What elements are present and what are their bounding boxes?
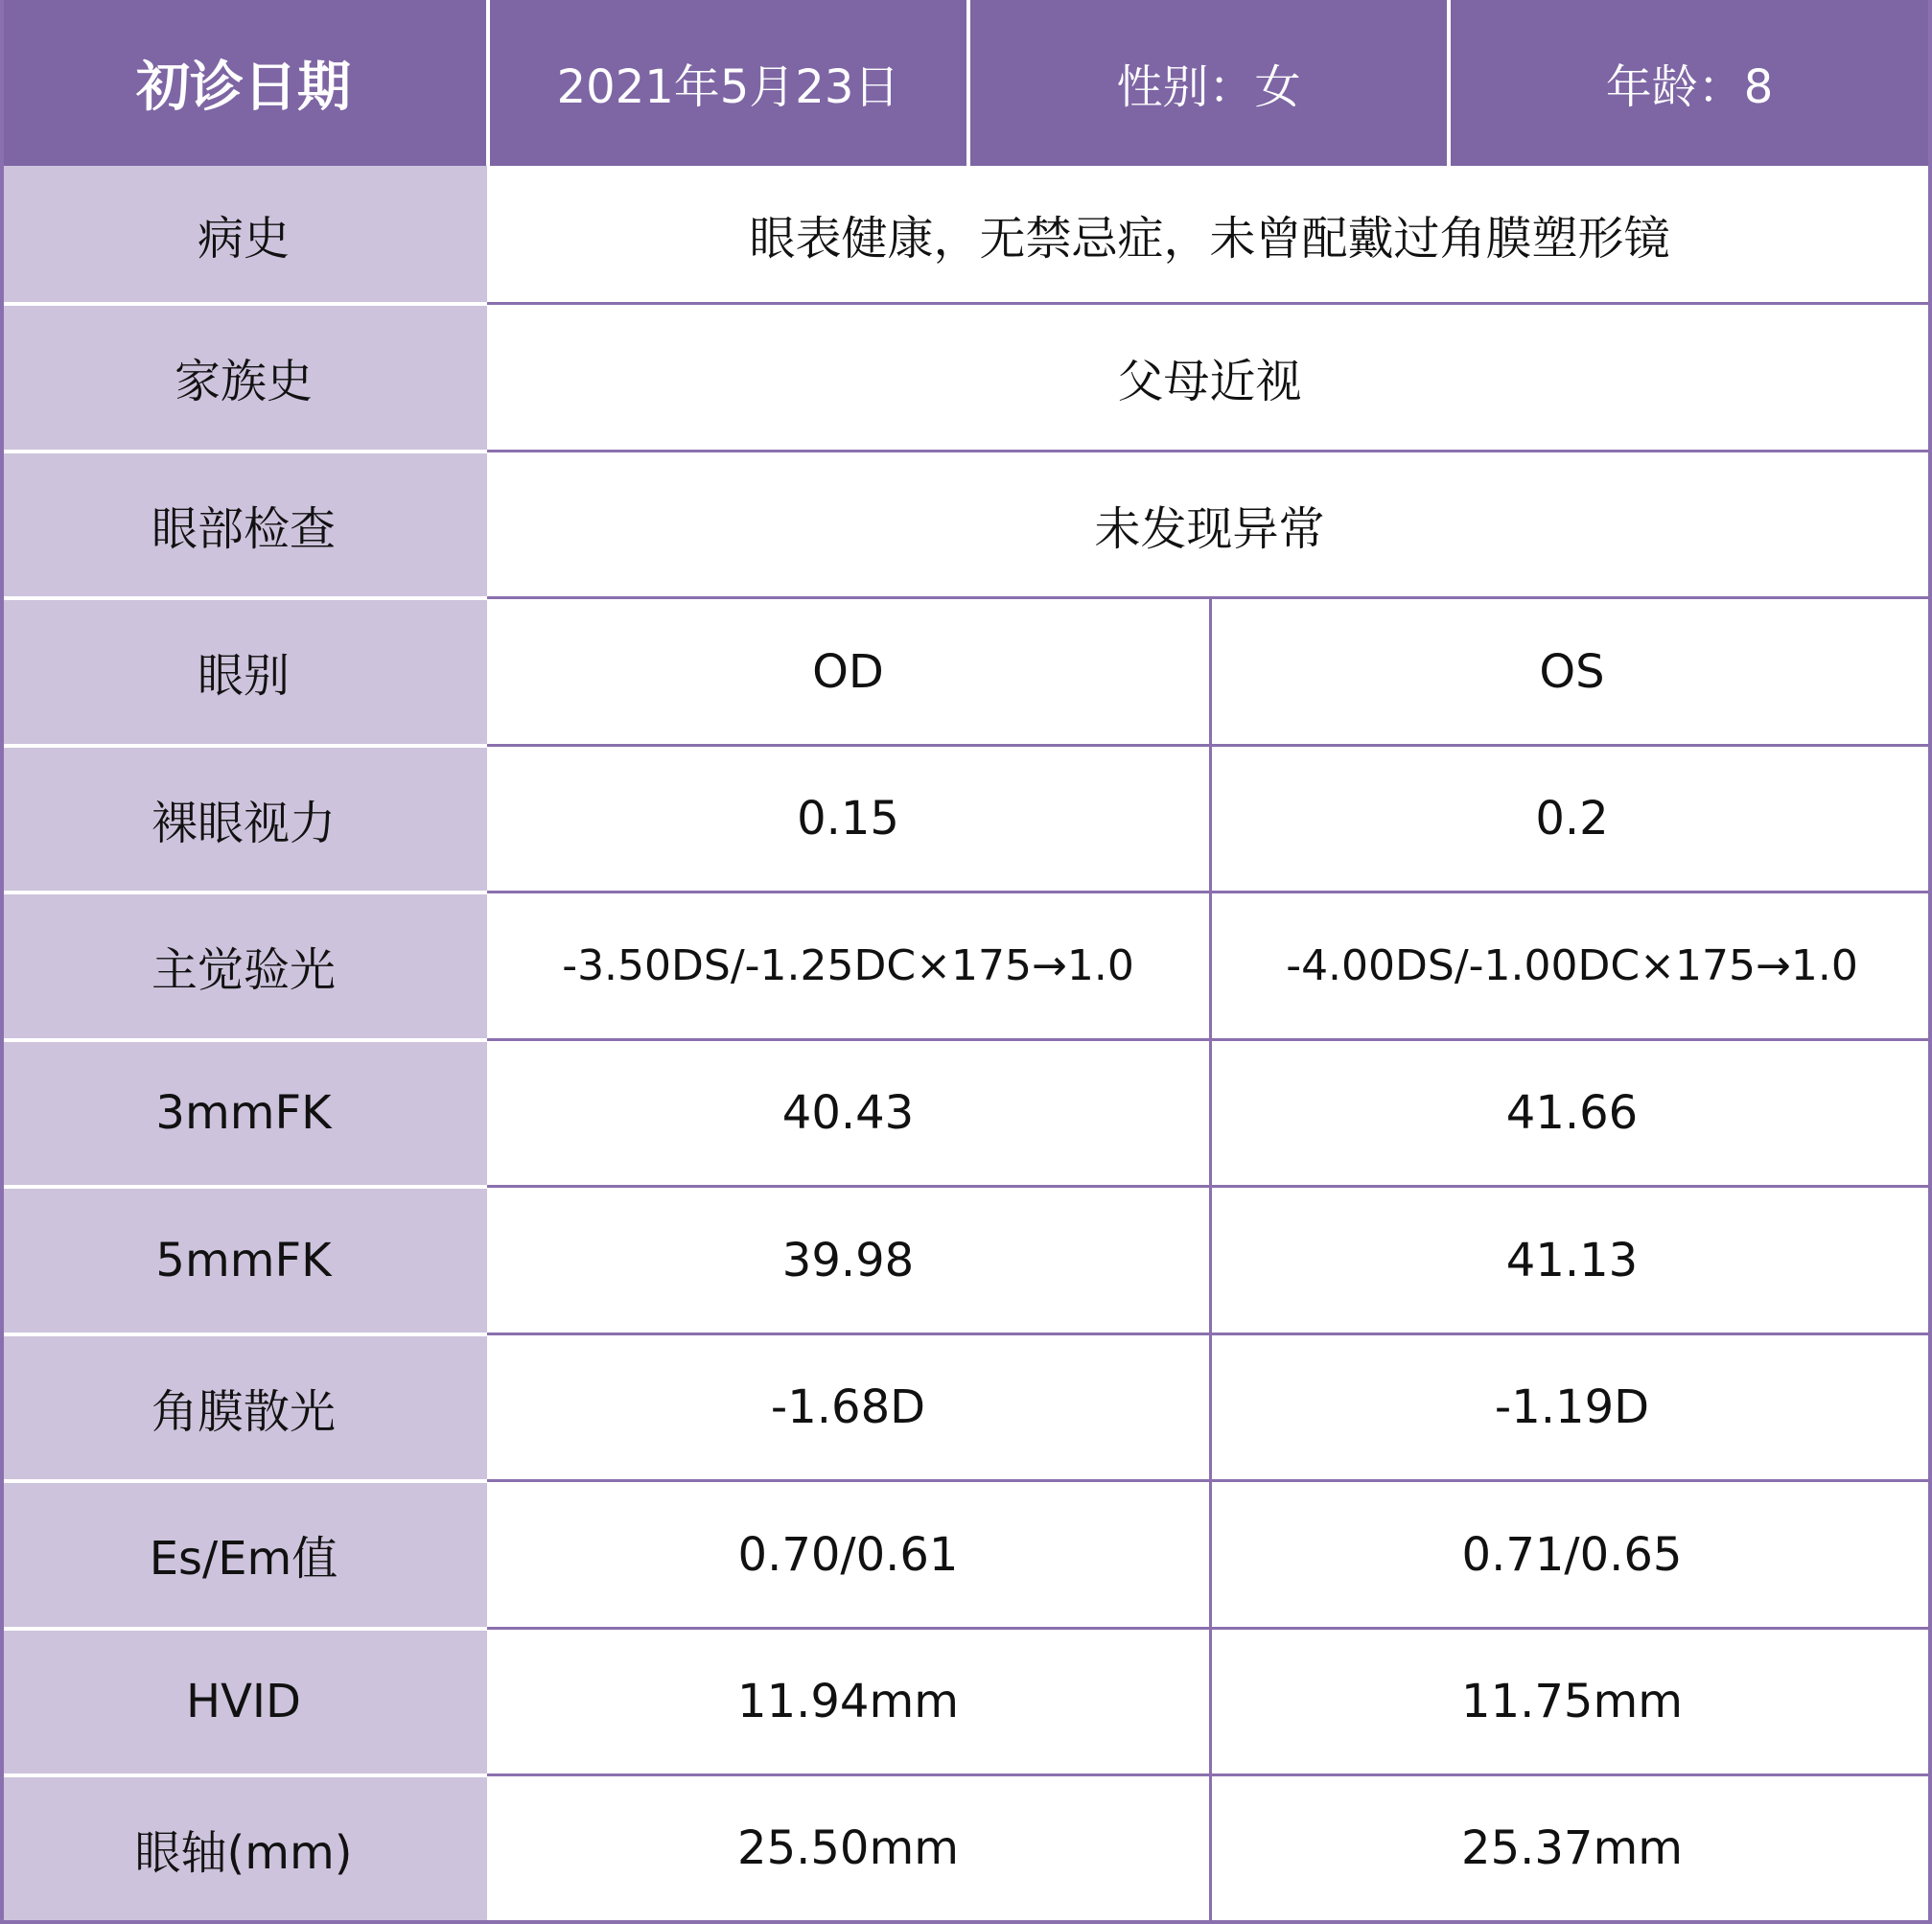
header-age: 年龄：8 [1605, 60, 1774, 114]
header-date: 2021年5月23日 [556, 60, 900, 114]
uncorrected-va-od: 0.15 [797, 792, 899, 846]
axial-length-label: 眼轴(mm) [134, 1825, 353, 1880]
family-history-value: 父母近视 [1117, 355, 1302, 408]
fk5-label: 5mmFK [155, 1233, 332, 1287]
eye-od: OD [812, 644, 884, 699]
eye-exam-label: 眼部检查 [151, 501, 336, 556]
hvid-label: HVID [185, 1675, 302, 1728]
axial-length-od: 25.50mm [737, 1821, 959, 1875]
eye-os: OS [1539, 644, 1605, 699]
subjective-refraction-od: -3.50DS/-1.25DC×175→1.0 [562, 941, 1134, 990]
history-value: 眼表健康，无禁忌症，未曾配戴过角膜塑形镜 [749, 211, 1670, 266]
uncorrected-va-label: 裸眼视力 [151, 796, 336, 850]
hvid-os: 11.75mm [1461, 1675, 1683, 1728]
fk5-os: 41.13 [1505, 1233, 1639, 1287]
eye-label: 眼别 [197, 649, 290, 703]
family-history-label: 家族史 [174, 355, 313, 408]
header-title: 初诊日期 [136, 56, 351, 119]
corneal-astig-od: -1.68D [770, 1380, 926, 1434]
eye-exam-value: 未发现异常 [1094, 501, 1325, 556]
header-gender: 性别：女 [1116, 60, 1301, 114]
fk3-od: 40.43 [781, 1086, 915, 1140]
uncorrected-va-os: 0.2 [1535, 792, 1609, 846]
fk3-label: 3mmFK [155, 1086, 332, 1140]
history-label: 病史 [197, 211, 290, 266]
corneal-astig-os: -1.19D [1494, 1380, 1650, 1434]
axial-length-os: 25.37mm [1461, 1821, 1683, 1875]
subjective-refraction-label: 主觉验光 [151, 943, 336, 997]
subjective-refraction-os: -4.00DS/-1.00DC×175→1.0 [1286, 941, 1858, 990]
fk5-od: 39.98 [781, 1233, 915, 1287]
outer-border-bottom [0, 1920, 1932, 1924]
hvid-od: 11.94mm [737, 1675, 959, 1728]
es-em-od: 0.70/0.61 [737, 1527, 959, 1582]
es-em-os: 0.71/0.65 [1461, 1527, 1683, 1582]
es-em-label: Es/Em值 [149, 1532, 338, 1586]
corneal-astig-label: 角膜散光 [151, 1384, 336, 1439]
fk3-os: 41.66 [1505, 1086, 1639, 1140]
